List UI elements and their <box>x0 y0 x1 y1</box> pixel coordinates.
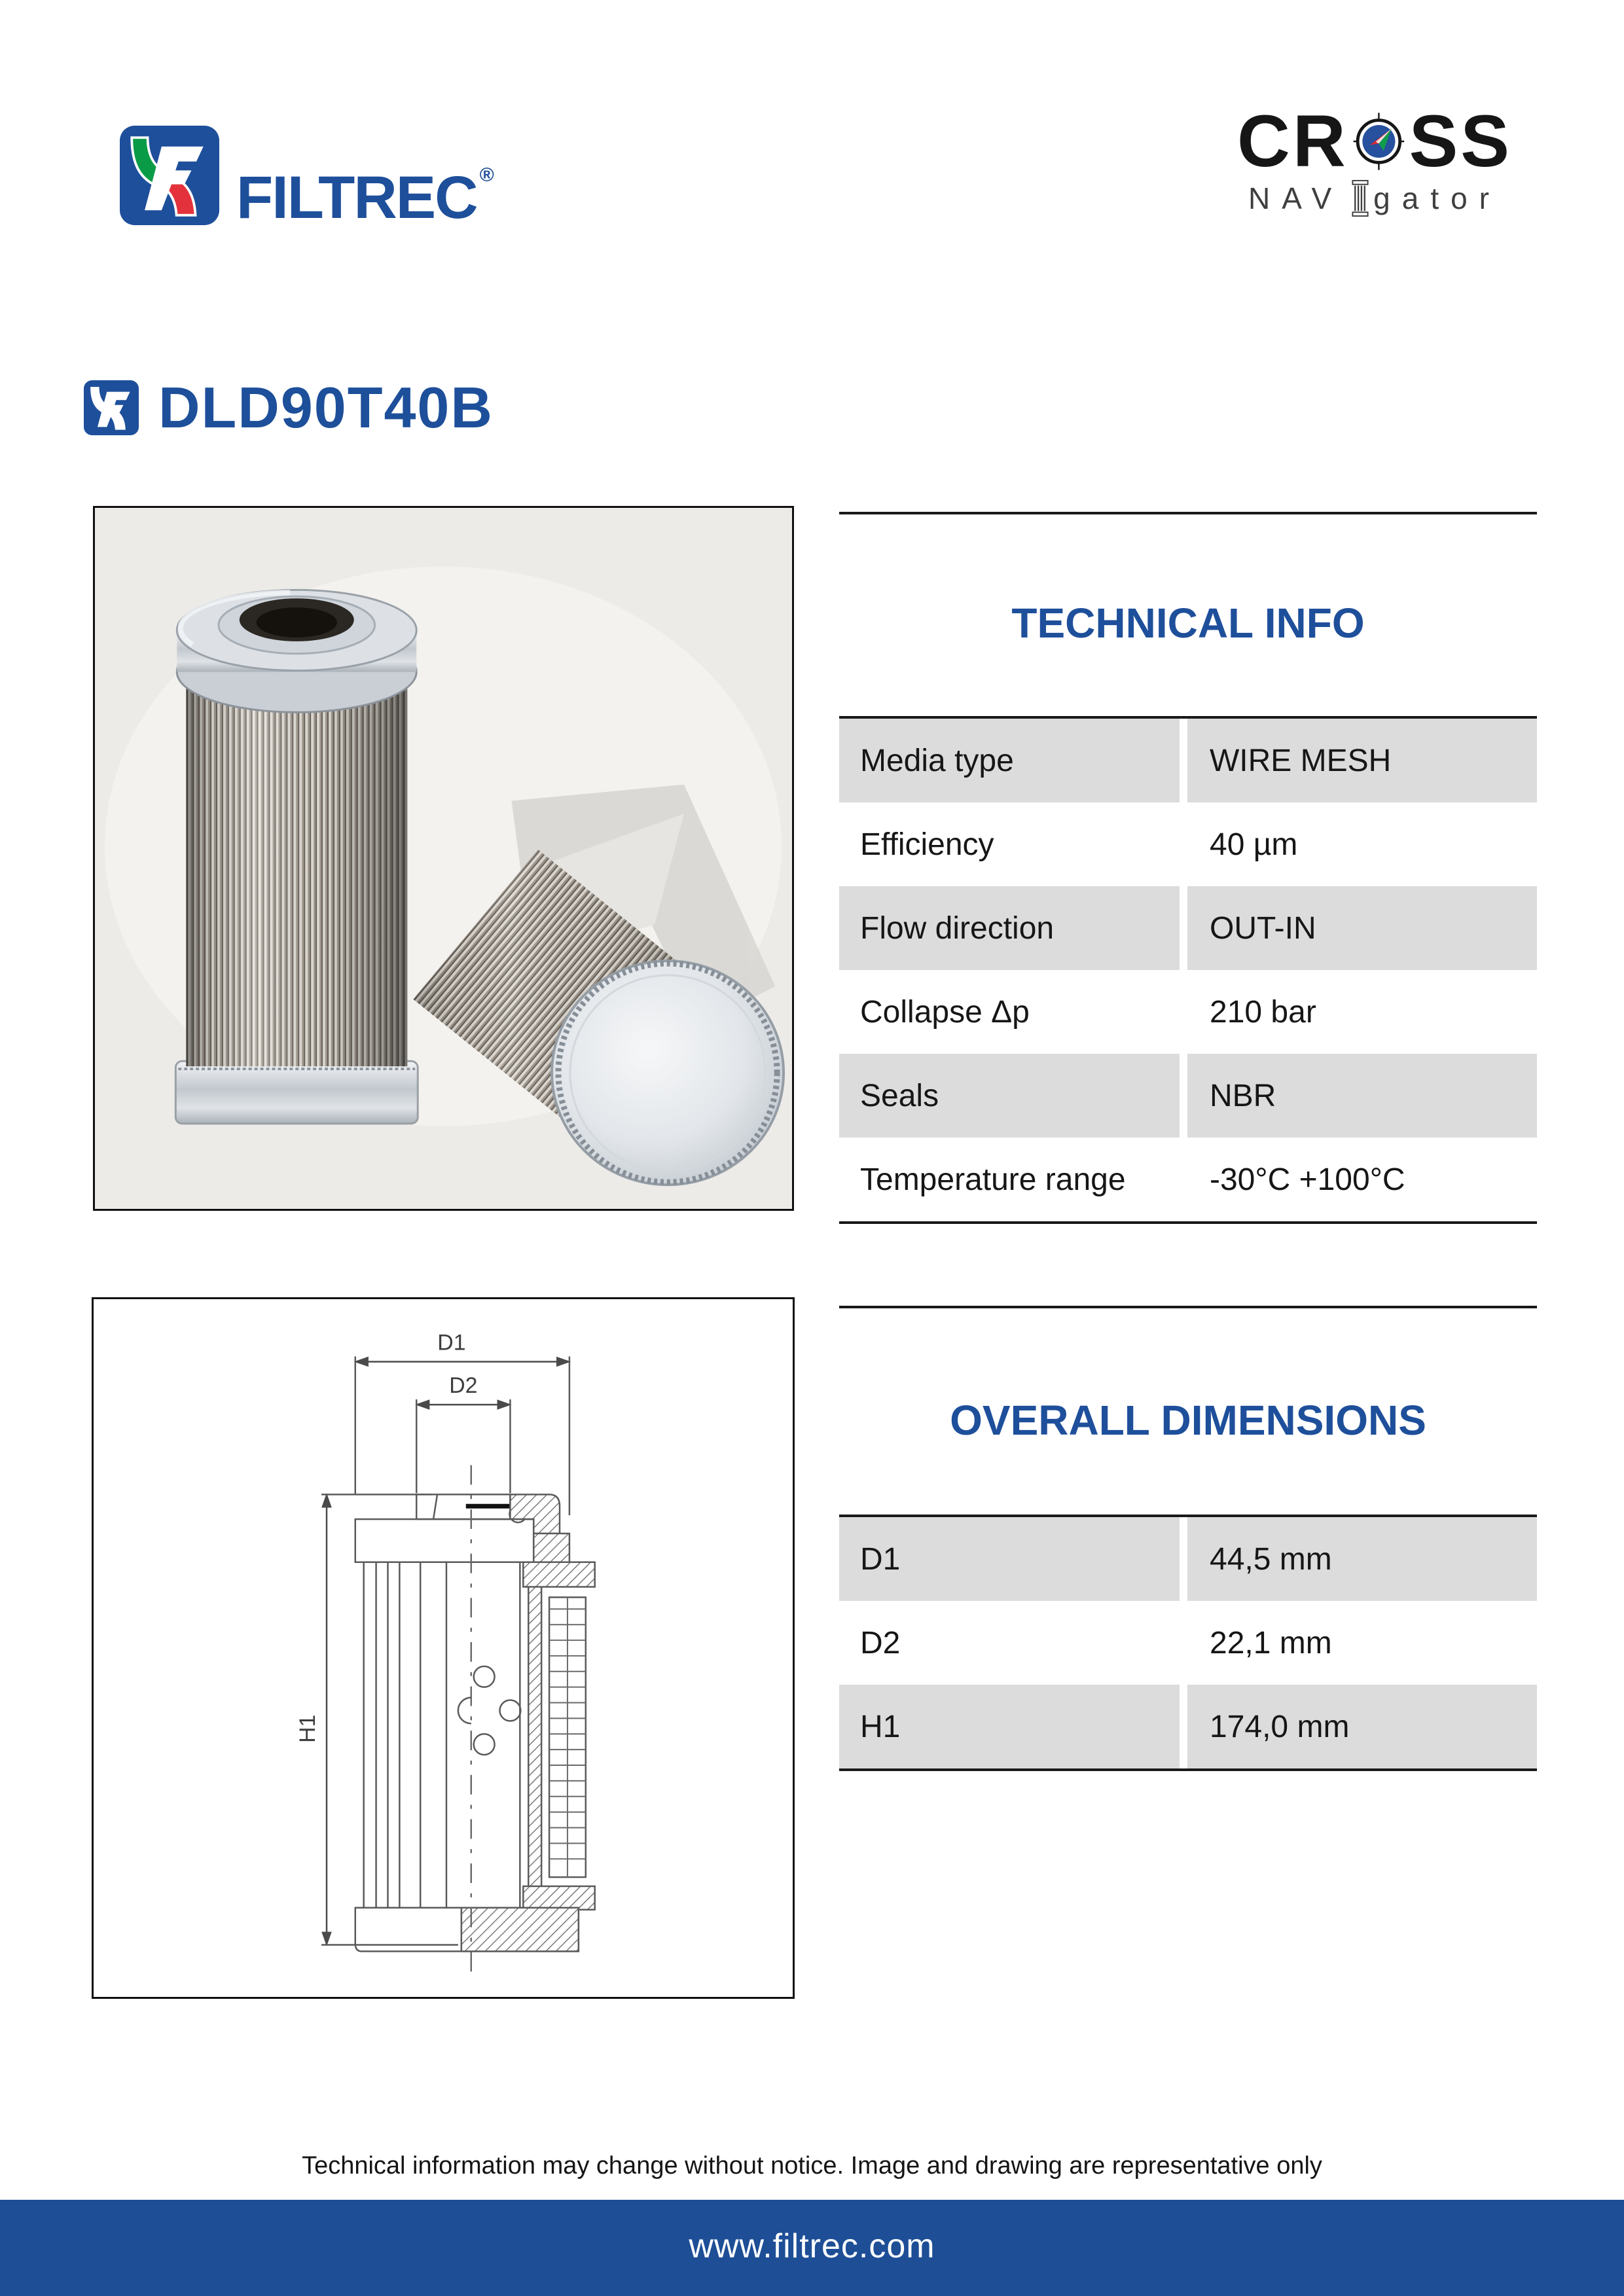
filtrec-wordmark <box>236 123 493 250</box>
drawing-label-d1: D1 <box>437 1330 466 1355</box>
product-code: DLD90T40B <box>158 375 494 440</box>
product-filtrec-icon <box>84 379 139 437</box>
filtrec-logo <box>120 123 493 250</box>
spec-value: NBR <box>1187 1054 1537 1138</box>
spec-value: 174,0 mm <box>1187 1685 1537 1768</box>
filter-drawing <box>94 1299 793 1997</box>
cross-navigator-logo <box>1237 100 1512 217</box>
technical-info-title: TECHNICAL INFO <box>1011 600 1365 647</box>
cross-logo-line2 <box>1237 179 1512 217</box>
table-row <box>839 1054 1537 1138</box>
spec-value: 210 bar <box>1210 994 1316 1030</box>
spec-label: Flow direction <box>839 886 1180 970</box>
spec-value: OUT-IN <box>1187 886 1537 970</box>
product-photo <box>93 506 794 1211</box>
overall-dimensions-table <box>839 1515 1537 1771</box>
drawing-label-d2: D2 <box>449 1373 478 1399</box>
table-row <box>839 1138 1537 1221</box>
table-row <box>839 1601 1537 1685</box>
website-link[interactable]: www.filtrec.com <box>689 2227 935 2265</box>
table-row <box>839 1517 1537 1601</box>
spec-label: Seals <box>839 1054 1180 1138</box>
spec-label: Media type <box>839 719 1180 802</box>
spec-label: H1 <box>839 1685 1180 1768</box>
table-row <box>839 719 1537 802</box>
spec-label: Collapse Δp <box>860 994 1030 1030</box>
technical-info-table <box>839 716 1537 1224</box>
spec-value: 44,5 mm <box>1187 1517 1537 1601</box>
filter-element-standing <box>175 590 418 1123</box>
filter-elements-photo <box>95 508 792 1209</box>
table-row <box>839 970 1537 1054</box>
overall-dimensions-rule <box>839 1306 1537 1308</box>
table-row <box>839 1685 1537 1768</box>
bottom-bar <box>0 2200 1624 2296</box>
table-row <box>839 886 1537 970</box>
dimension-drawing <box>92 1297 795 1999</box>
product-title <box>84 374 494 441</box>
registered-trademark: ® <box>479 164 493 186</box>
compass-icon <box>1350 109 1408 174</box>
spec-label: D2 <box>860 1625 901 1660</box>
spec-value: WIRE MESH <box>1187 719 1537 802</box>
spec-value: 40 µm <box>1210 827 1298 862</box>
cross-logo-line1 <box>1237 100 1512 182</box>
table-row <box>839 802 1537 886</box>
spec-label: Efficiency <box>860 827 994 862</box>
filtrec-logo-icon <box>120 123 219 228</box>
spec-value: 22,1 mm <box>1210 1625 1332 1660</box>
spec-value: -30°C +100°C <box>1210 1162 1405 1197</box>
filtrec-wordmark-text: FILTREC <box>236 164 477 231</box>
column-icon <box>1350 179 1371 217</box>
cross-text-right: SS <box>1409 100 1512 182</box>
overall-dimensions-title: OVERALL DIMENSIONS <box>950 1397 1426 1444</box>
disclaimer-text: Technical information may change without notice. Image and drawing are representative only <box>302 2152 1322 2179</box>
spec-label: Temperature range <box>860 1162 1126 1197</box>
cross-text-left: CR <box>1237 100 1348 182</box>
nav-text: NAV <box>1248 181 1344 215</box>
technical-info-rule <box>839 512 1537 514</box>
drawing-label-h1: H1 <box>295 1714 321 1743</box>
spec-label: D1 <box>839 1517 1180 1601</box>
gator-text: gator <box>1373 181 1502 215</box>
